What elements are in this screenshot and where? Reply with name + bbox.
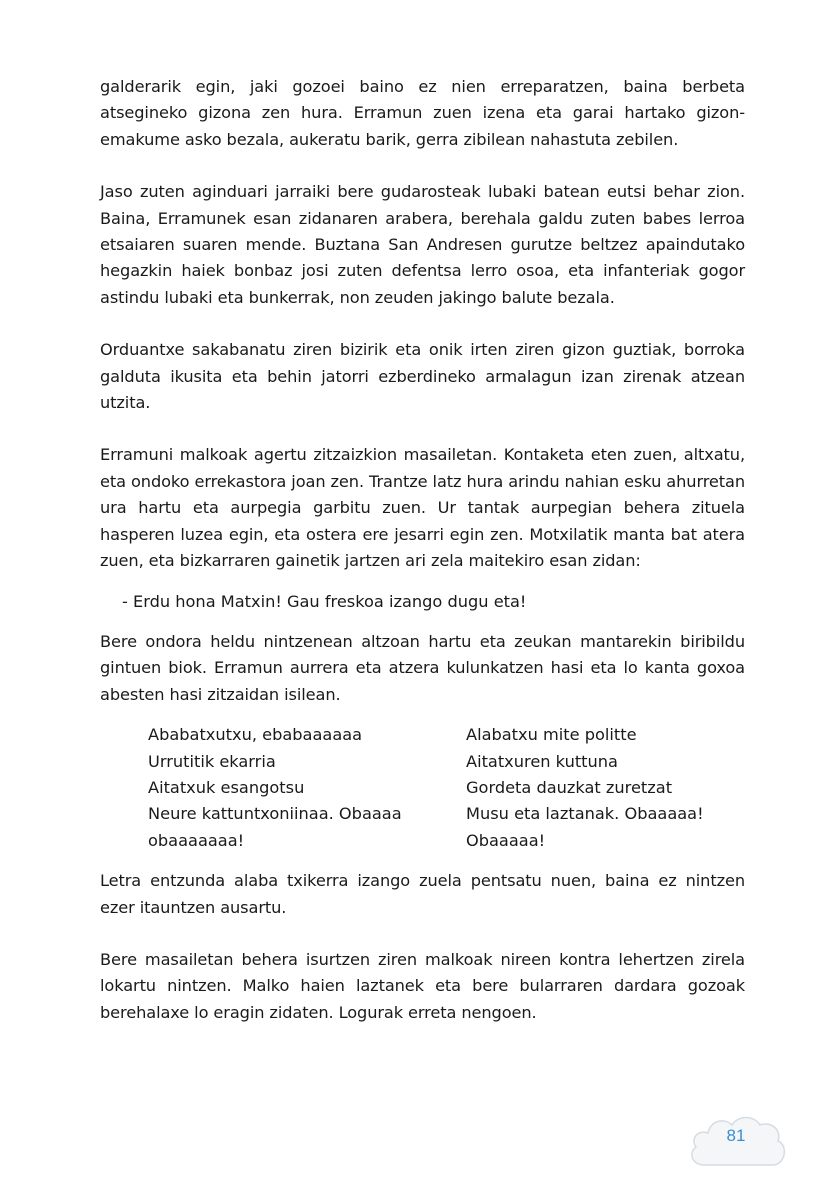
paragraph-5: Bere ondora heldu nintzenean altzoan hartu eta zeukan mantarekin biribildu gintuen biok. Erramun aurrera eta atzera kulunkatzen hasi eta lo kanta goxoa abesten hasi zitzaidan isilean. (100, 631, 745, 704)
song-column-left (148, 722, 448, 854)
song-line: Obaaaaa! (466, 830, 546, 850)
song-line: Musu eta laztanak. Obaaaaa! (466, 804, 704, 824)
dialogue-line: - Erdu hona Matxin! Gau freskoa izango dugu eta! (122, 591, 527, 611)
song-line: Ababatxutxu, ebabaaaaaa (148, 725, 363, 745)
lullaby-song (148, 722, 748, 854)
paragraph-1: galderarik egin, jaki gozoei baino ez nien erreparatzen, baina berbeta atsegineko gizona zen hura. Erramun zuen izena eta garai hartako gizon-emakume asko bezala, aukeratu barik, gerra zibilean nahastuta zebilen. (100, 77, 745, 149)
paragraph-6: Letra entzunda alaba txikerra izango zuela pentsatu nuen, baina ez nintzen ezer itauntzen ausartu. (100, 871, 745, 917)
song-line: Aitatxuk esangotsu (148, 777, 305, 797)
song-line: Neure kattuntxoniinaa. Obaaaa (148, 804, 402, 824)
paragraph-2: Jaso zuten aginduari jarraiki bere gudarosteak lubaki batean eutsi behar zion. Baina, Erramunek esan zidanaren arabera, berehala galdu zuten babes lerroa etsaiaren suaren mende. Buztana San Andresen gurutze beltzez apaindutako hegazkin haiek bonbaz josi zuten defentsa lerro osoa, eta infanteriak gogor astindu lubaki eta bunkerrak, non zeuden jakingo balute bezala. (100, 182, 745, 307)
song-line: obaaaaaaa! (148, 830, 245, 850)
page-number: 81 (726, 1126, 746, 1145)
paragraph-3: Orduantxe sakabanatu ziren bizirik eta onik irten ziren gizon guztiak, borroka galduta ikusita eta behin jatorri ezberdineko armalagun izan zirenak atzean utzita. (100, 340, 745, 413)
song-line: Aitatxuren kuttuna (466, 751, 618, 771)
song-line: Gordeta dauzkat zuretzat (466, 777, 673, 797)
page-body (100, 74, 745, 1026)
song-line: Alabatxu mite politte (466, 725, 637, 745)
paragraph-7: Bere masailetan behera isurtzen ziren malkoak nireen kontra lehertzen zirela lokartu nintzen. Malko haien laztanek eta bere bularraren dardara gozoak berehalaxe lo eragin zidaten. Logurak erreta nengoen. (100, 949, 745, 1022)
song-line: Urrutitik ekarria (148, 751, 276, 771)
paragraph-4: Erramuni malkoak agertu zitzaizkion masailetan. Kontaketa eten zuen, altxatu, eta ondoko errekastora joan zen. Trantze latz hura arindu nahian esku ahurretan ura hartu eta aurpegia garbitu zuen. Ur tantak aurpegian behera zituela hasperen luzea egin, eta ostera ere jesarri egin zen. Motxilatik manta bat atera zuen, eta bizkarraren gainetik jartzen ari zela maitekiro esan zidan: (100, 445, 745, 571)
song-column-right (466, 722, 748, 854)
